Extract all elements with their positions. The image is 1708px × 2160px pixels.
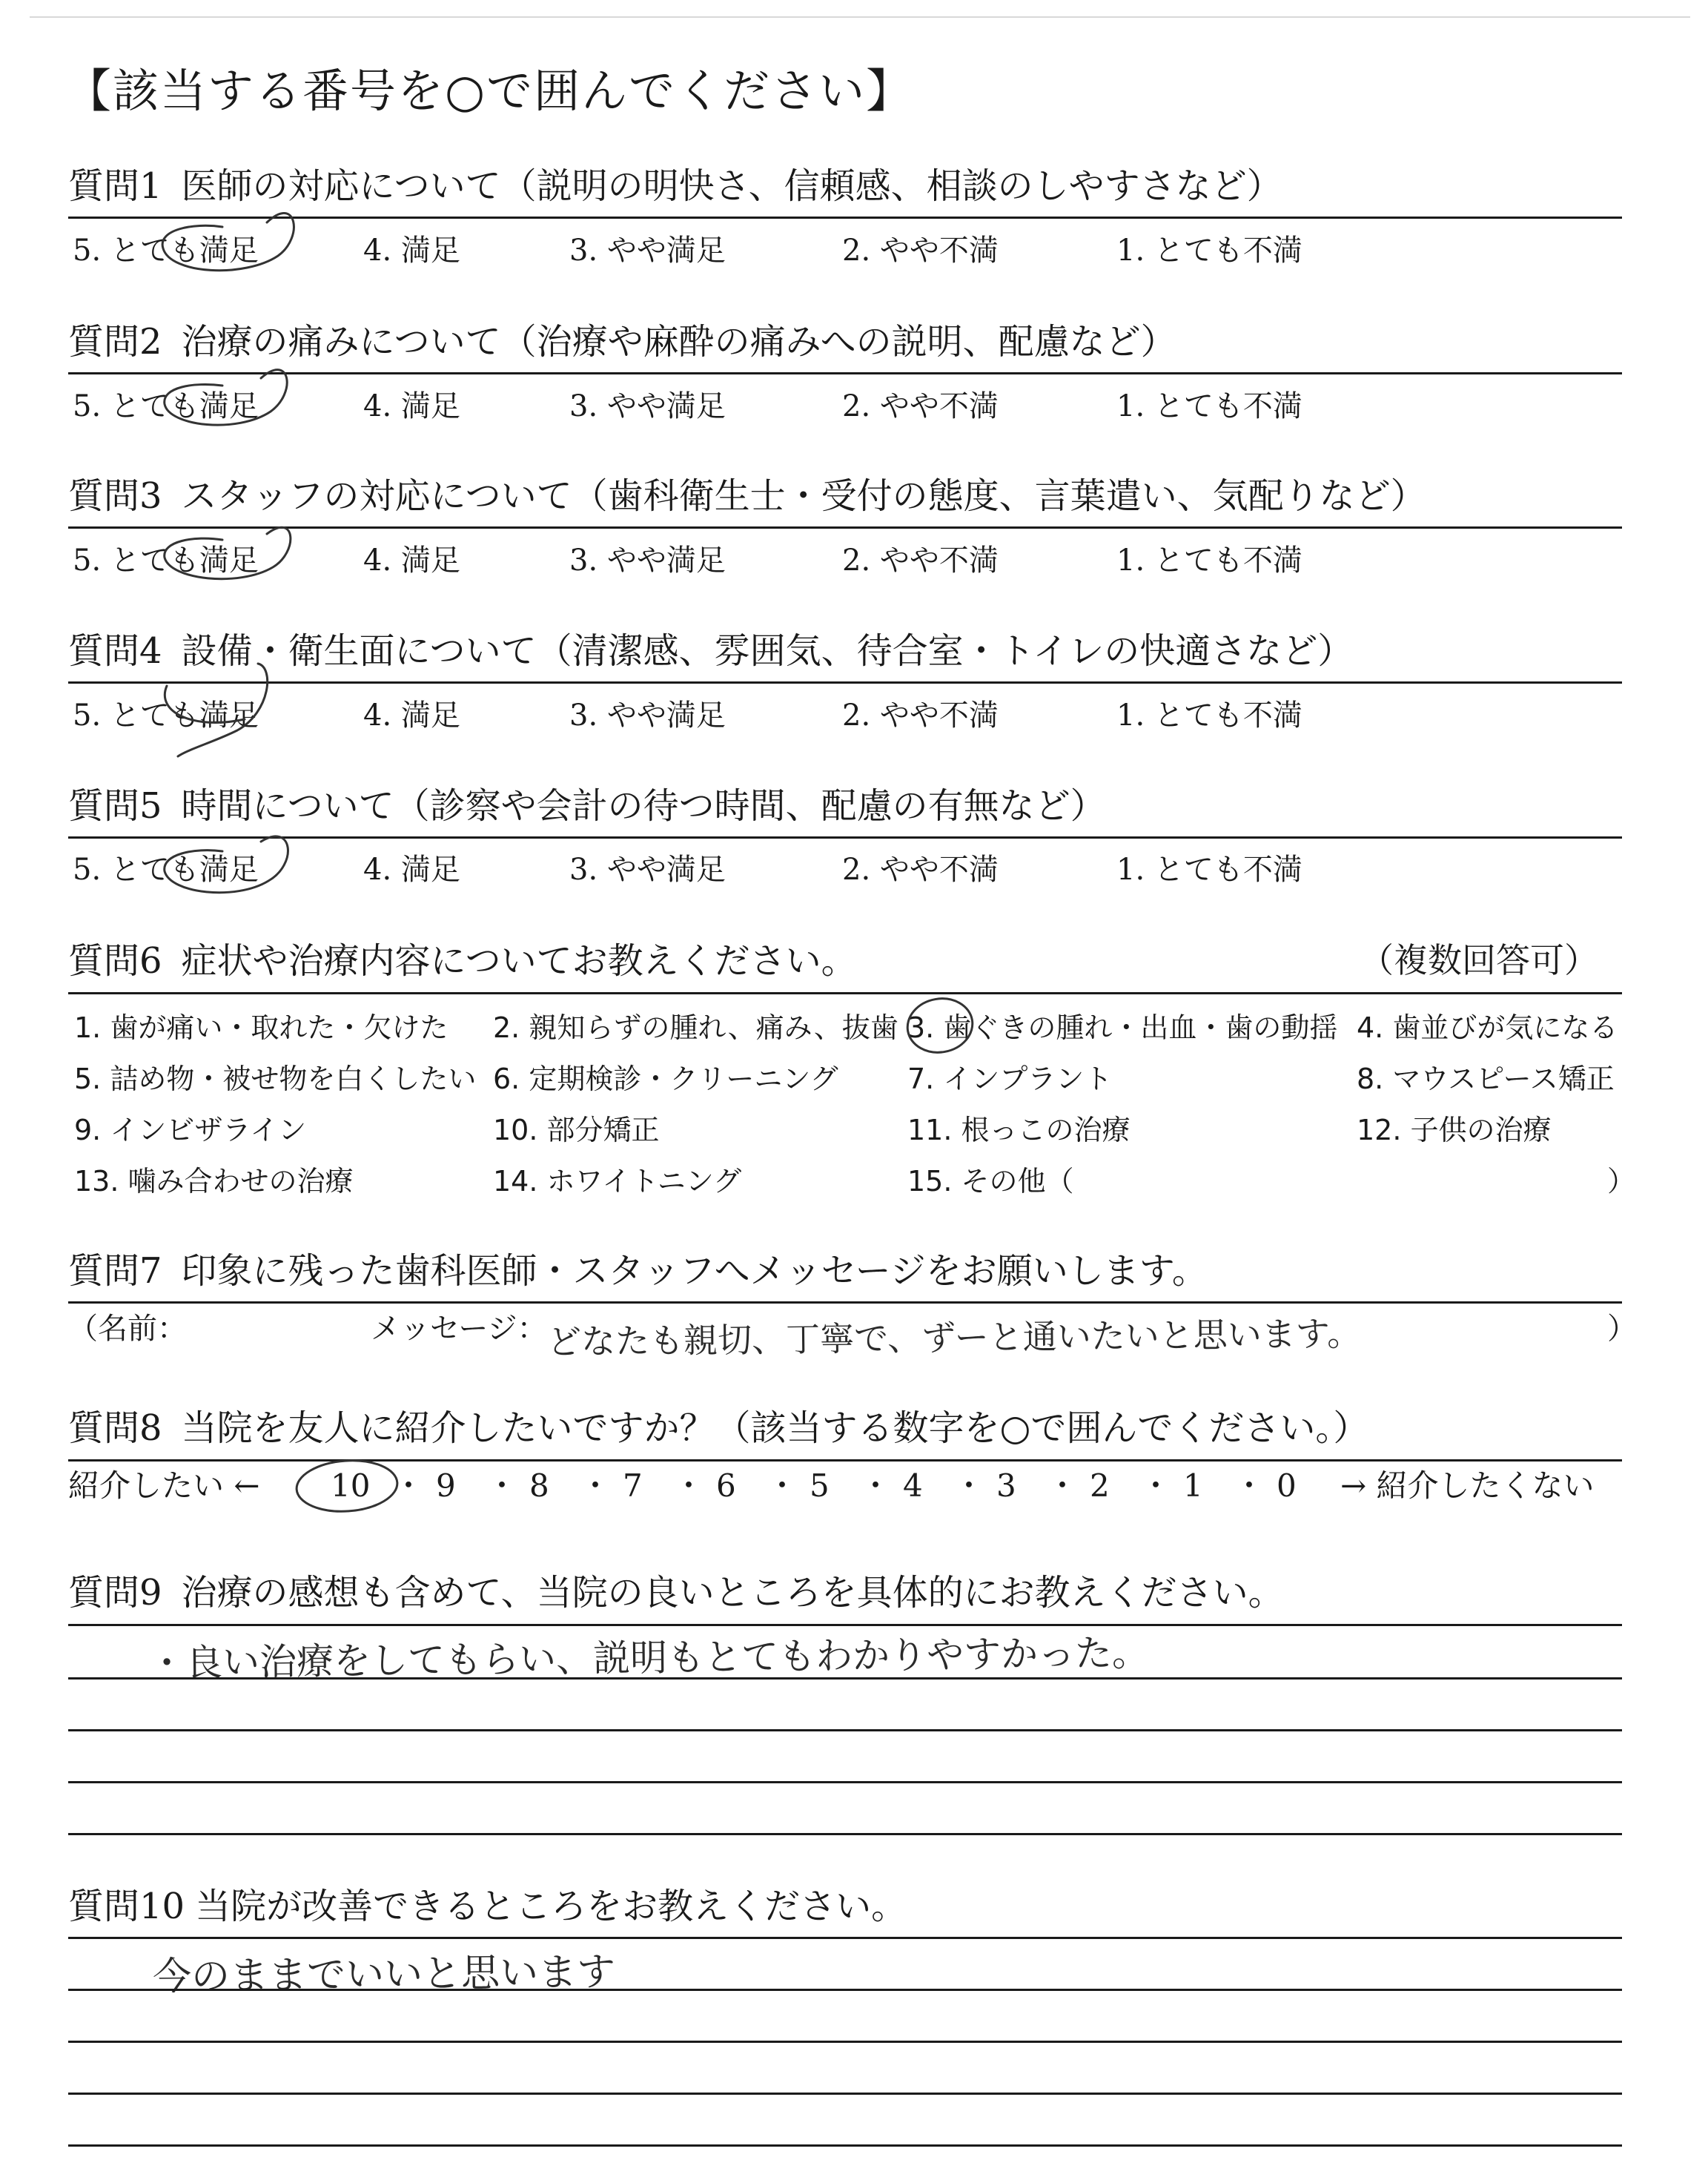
question-5-title [68,785,1106,827]
question-number: 質問4 [68,630,162,672]
scale-dot: ・ [860,1467,892,1504]
question-text: 治療の感想も含めて、当院の良いところを具体的にお教えください。 [181,1572,1284,1614]
question-number: 質問3 [68,475,162,517]
answer-line [68,1833,1622,1835]
question-4-rule [68,681,1622,684]
option-somewhat-satisfied[interactable]: 3. やや満足 [569,698,726,733]
option-satisfied[interactable]: 4. 満足 [363,853,460,887]
question-10-title [68,1886,907,1927]
q6-option-8[interactable]: 8. マウスピース矯正 [1357,1063,1615,1095]
option-very-satisfied[interactable]: 5. とても満足 [73,544,259,578]
option-somewhat-satisfied[interactable]: 3. やや満足 [569,234,726,268]
question-2-title [68,321,1176,363]
question-10-rule [68,1937,1622,1939]
question-text: 設備・衛生面について（清潔感、雰囲気、待合室・トイレの快適さなど） [181,630,1354,672]
q9-handwritten-answer[interactable]: ・良い治療をしてもらい、説明もとてもわかりやすかった。 [148,1631,1150,1685]
question-number: 質問10 [68,1886,185,1927]
question-3-title [68,475,1426,517]
scale-0[interactable]: 0 [1277,1467,1297,1504]
question-number: 質問9 [68,1572,162,1614]
question-8-rule [68,1459,1622,1462]
question-1-rule [68,217,1622,219]
question-number: 質問5 [68,785,162,827]
question-5-rule [68,836,1622,839]
option-very-dissatisfied[interactable]: 1. とても不満 [1116,853,1302,887]
question-7-title [68,1250,1208,1292]
message-handwritten[interactable]: どなたも親切、丁寧で、ずーと通いたいと思います。 [546,1313,1362,1362]
question-text: 当院を友人に紹介したいですか？（該当する数字を○で囲んでください。） [181,1407,1369,1449]
q6-option-2[interactable]: 2. 親知らずの腫れ、痛み、抜歯 [493,1011,898,1044]
scale-dot: ・ [953,1467,985,1504]
option-somewhat-dissatisfied[interactable]: 2. やや不満 [842,234,999,268]
option-satisfied[interactable]: 4. 満足 [363,544,460,578]
scale-2[interactable]: 2 [1090,1467,1110,1504]
option-satisfied[interactable]: 4. 満足 [363,698,460,733]
name-label: （名前： [68,1312,187,1346]
question-9-title [68,1572,1284,1614]
message-label: メッセージ： [371,1312,547,1346]
q6-option-3[interactable]: 3. 歯ぐきの腫れ・出血・歯の動揺 [907,1011,1338,1044]
option-satisfied[interactable]: 4. 満足 [363,234,460,268]
scale-6[interactable]: 6 [716,1467,736,1504]
answer-line [68,1989,1622,1991]
scale-dot: ・ [767,1467,798,1504]
question-text: スタッフの対応について（歯科衛生士・受付の態度、言葉遣い、気配りなど） [181,475,1426,517]
option-somewhat-dissatisfied[interactable]: 2. やや不満 [842,389,999,423]
scale-dot: ・ [486,1467,518,1504]
q6-option-14[interactable]: 14. ホワイトニング [493,1165,742,1198]
option-somewhat-satisfied[interactable]: 3. やや満足 [569,544,726,578]
answer-line [68,2093,1622,2095]
question-8-title [68,1407,1369,1449]
option-very-dissatisfied[interactable]: 1. とても不満 [1116,389,1302,423]
scale-1[interactable]: 1 [1183,1467,1203,1504]
question-text: 治療の痛みについて（治療や麻酔の痛みへの説明、配慮など） [181,321,1176,363]
q6-option-13[interactable]: 13. 噛み合わせの治療 [74,1165,354,1198]
form-header: 【該当する番号を○で囲んでください】 [65,64,914,118]
question-4-title [68,630,1354,672]
answer-line [68,2041,1622,2043]
option-very-satisfied[interactable]: 5. とても満足 [73,698,259,733]
scale-9[interactable]: 9 [436,1467,456,1504]
question-7-rule [68,1301,1622,1304]
scale-right-label: → 紹介したくない [1340,1467,1595,1504]
question-number: 質問7 [68,1250,162,1292]
question-number: 質問6 [68,940,162,982]
option-satisfied[interactable]: 4. 満足 [363,389,460,423]
scale-8[interactable]: 8 [529,1467,549,1504]
q6-option-10[interactable]: 10. 部分矯正 [493,1114,660,1146]
question-text: 印象に残った歯科医師・スタッフへメッセージをお願いします。 [181,1250,1208,1292]
scale-left-label: 紹介したい ← [68,1467,260,1504]
q6-option-4[interactable]: 4. 歯並びが気になる [1357,1011,1618,1044]
scale-dot: ・ [1234,1467,1265,1504]
scan-edge [30,16,1690,18]
scale-4[interactable]: 4 [903,1467,923,1504]
q6-other-close: ） [1607,1165,1636,1198]
question-number: 質問8 [68,1407,162,1449]
question-2-rule [68,372,1622,374]
question-text: 医師の対応について（説明の明快さ、信頼感、相談のしやすさなど） [181,165,1282,207]
question-3-rule [68,526,1622,529]
scale-dot: ・ [673,1467,705,1504]
scale-dot: ・ [1047,1467,1079,1504]
option-very-satisfied[interactable]: 5. とても満足 [73,853,259,887]
q6-option-1[interactable]: 1. 歯が痛い・取れた・欠けた [74,1011,448,1044]
scale-5[interactable]: 5 [810,1467,830,1504]
q6-option-5[interactable]: 5. 詰め物・被せ物を白くしたい [74,1063,477,1095]
scale-7[interactable]: 7 [623,1467,643,1504]
scale-3[interactable]: 3 [996,1467,1016,1504]
question-1-title [68,165,1282,207]
scale-dot: ・ [580,1467,612,1504]
question-text: 時間について（診察や会計の待つ時間、配慮の有無など） [181,785,1106,827]
option-very-dissatisfied[interactable]: 1. とても不満 [1116,698,1302,733]
option-very-satisfied[interactable]: 5. とても満足 [73,389,259,423]
question-text: 当院が改善できるところをお教えください。 [195,1886,907,1927]
answer-line [68,1677,1622,1680]
scale-dot: ・ [393,1467,425,1504]
q6-option-6[interactable]: 6. 定期検診・クリーニング [493,1063,838,1095]
scale-10[interactable]: 10 [331,1467,371,1504]
answer-line [68,2144,1622,2147]
question-6-rule [68,992,1622,994]
message-close: ） [1607,1312,1637,1346]
option-somewhat-dissatisfied[interactable]: 2. やや不満 [842,698,999,733]
q6-option-9[interactable]: 9. インビザライン [74,1114,307,1146]
option-very-dissatisfied[interactable]: 1. とても不満 [1116,234,1302,268]
q10-handwritten-answer[interactable]: 今のままでいいと思います [152,1949,616,2000]
answer-line [68,1781,1622,1783]
q6-option-7[interactable]: 7. インプラント [907,1063,1113,1095]
scale-dot: ・ [1140,1467,1172,1504]
option-very-dissatisfied[interactable]: 1. とても不満 [1116,544,1302,578]
q6-option-15[interactable]: 15. その他（ [907,1165,1074,1198]
question-number: 質問1 [68,165,162,207]
option-somewhat-dissatisfied[interactable]: 2. やや不満 [842,853,999,887]
option-somewhat-satisfied[interactable]: 3. やや満足 [569,853,726,887]
q6-option-11[interactable]: 11. 根っこの治療 [907,1114,1131,1146]
option-very-satisfied[interactable]: 5. とても満足 [73,234,259,268]
question-6-title [68,940,857,982]
option-somewhat-dissatisfied[interactable]: 2. やや不満 [842,544,999,578]
multiple-answers-note: （複数回答可） [1360,940,1598,980]
question-text: 症状や治療内容についてお教えください。 [181,940,857,982]
question-number: 質問2 [68,321,162,363]
answer-line [68,1729,1622,1731]
q6-option-12[interactable]: 12. 子供の治療 [1357,1114,1552,1146]
option-somewhat-satisfied[interactable]: 3. やや満足 [569,389,726,423]
